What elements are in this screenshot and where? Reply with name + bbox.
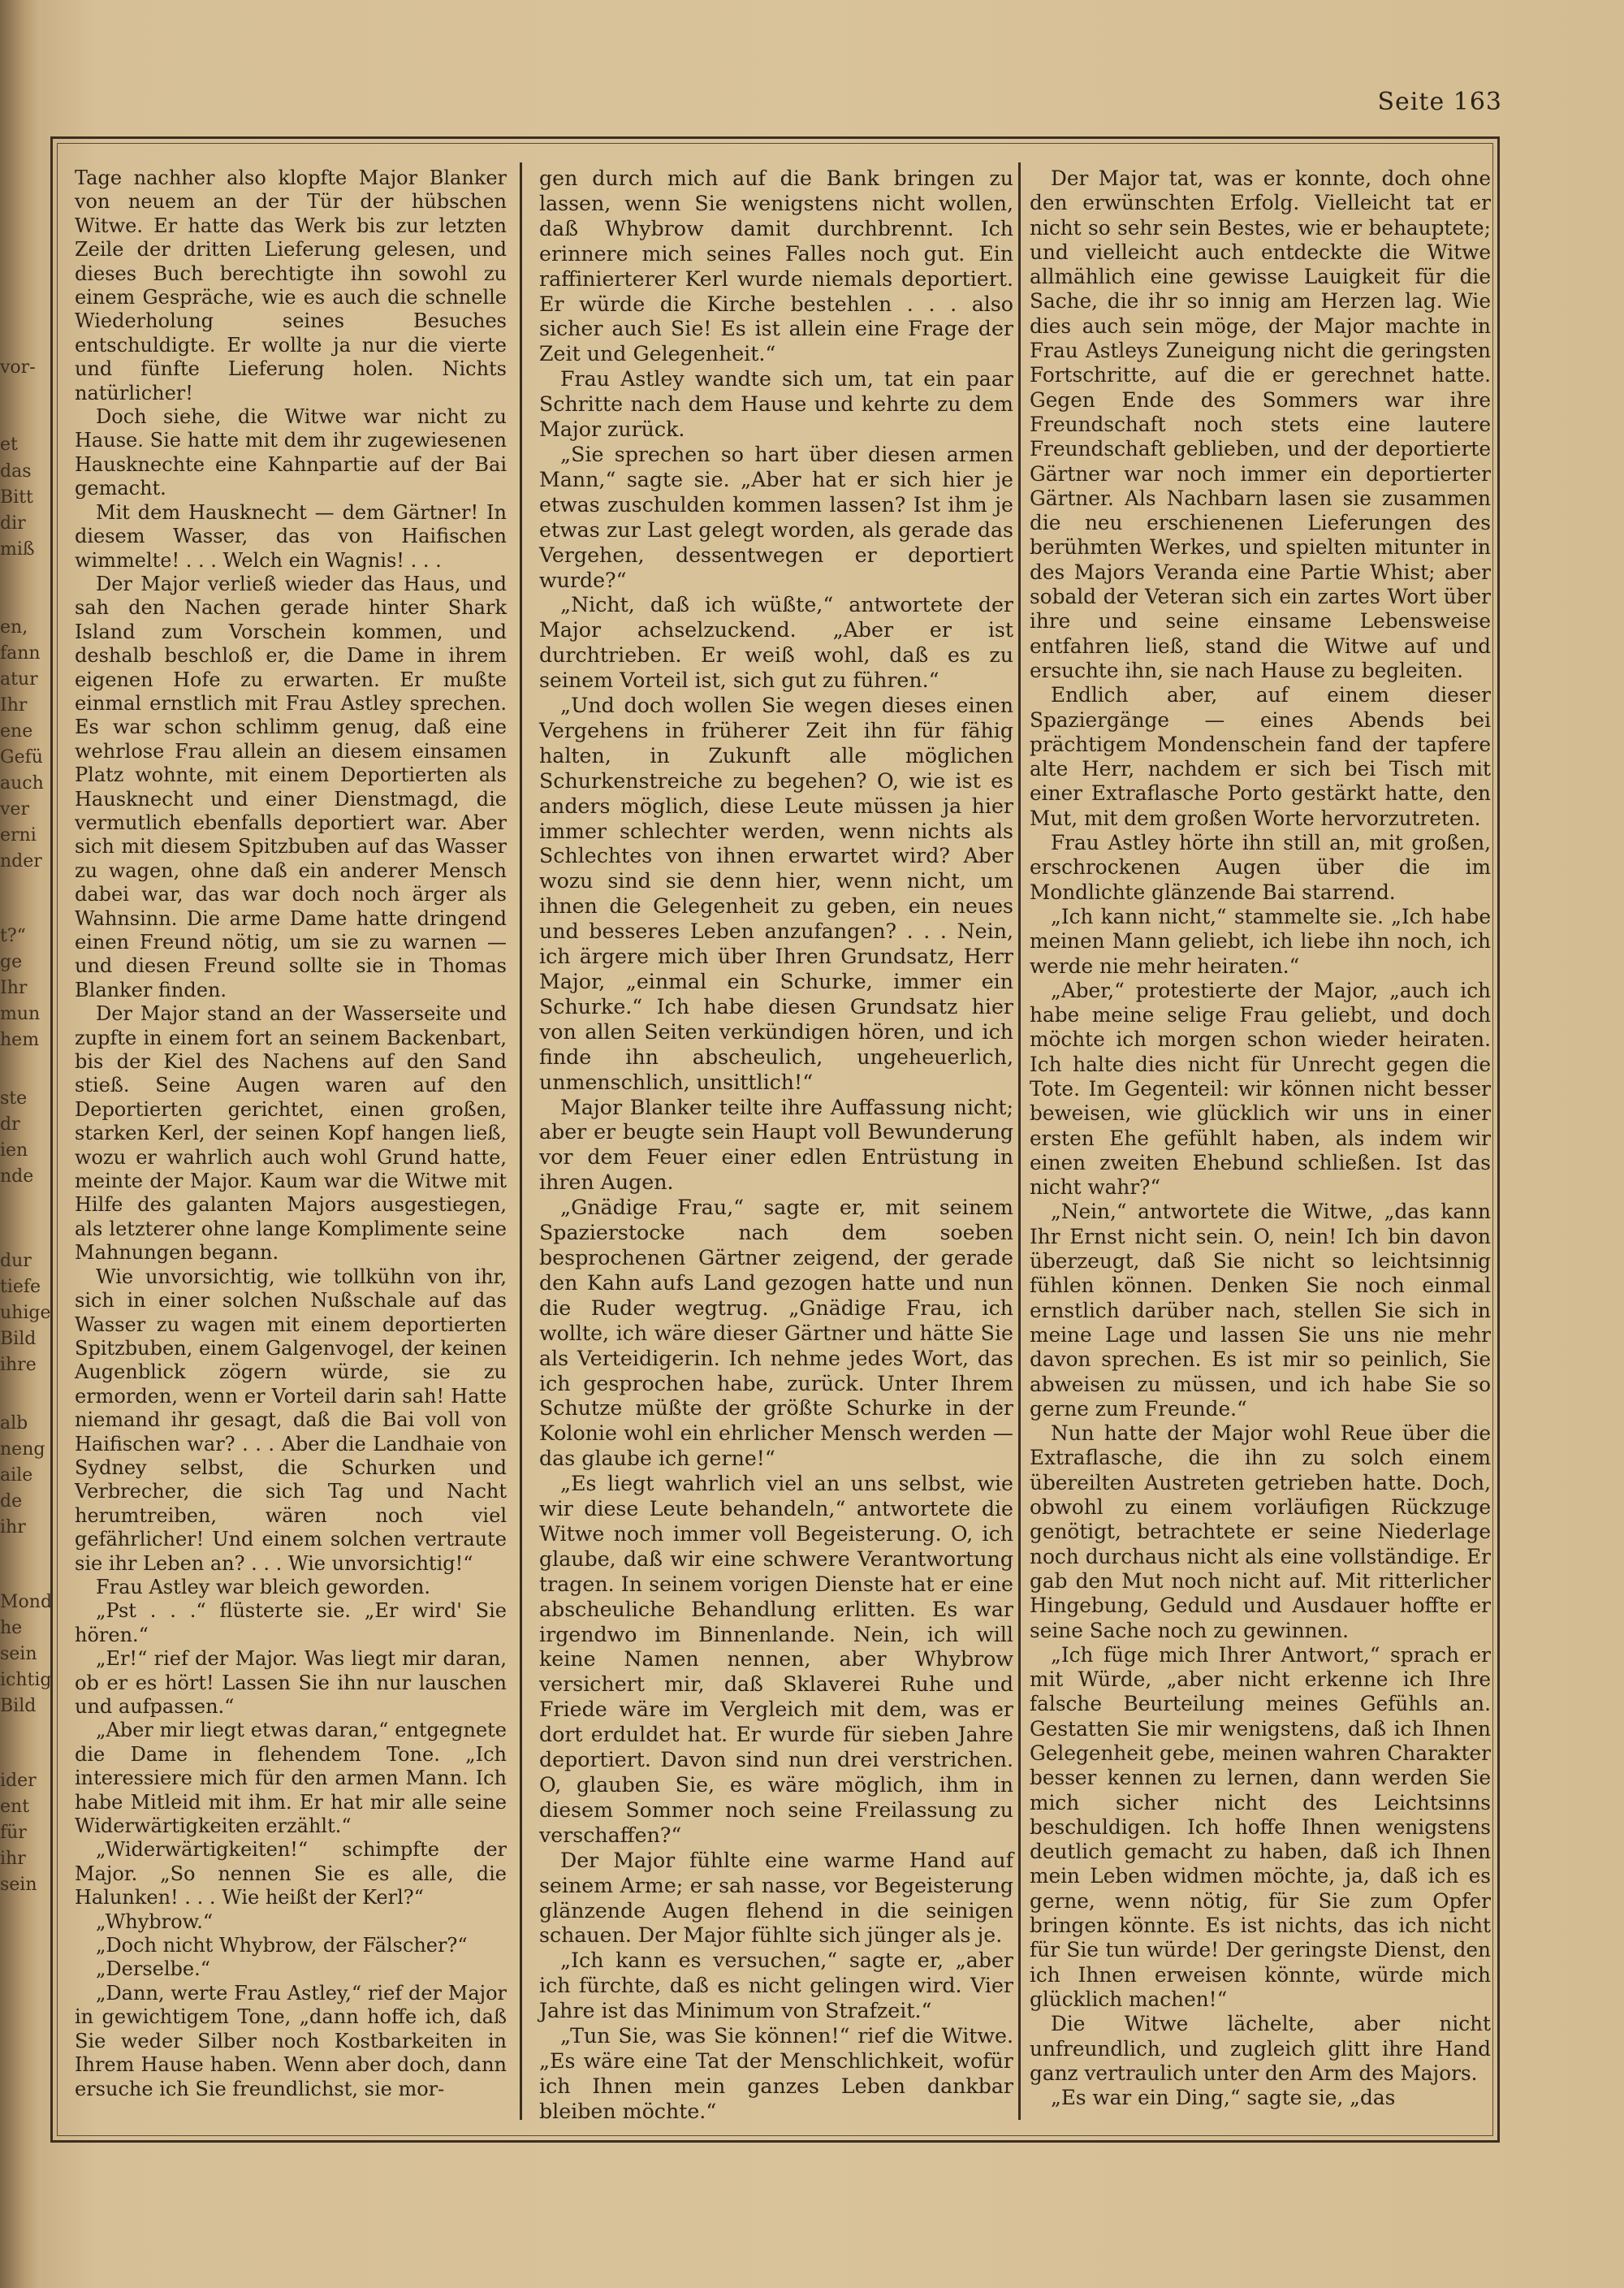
gutter-fragment: t?“ bbox=[0, 926, 26, 946]
paragraph: „Aber,“ protestierte der Major, „auch ich habe meine selige Frau geliebt, und doch möchte ich morgen schon wieder heiraten. Ich halte dies nicht für Unrecht gegen die Tote. Im Gegenteil: wir können nicht besser beweisen, wie glücklich wir uns in einer ersten Ehe gefühlt haben, als indem wir einen zweiten Ehebund schließen. Ist das nicht wahr?“ bbox=[1030, 978, 1491, 1200]
gutter-fragment: hem bbox=[0, 1030, 40, 1050]
gutter-fragment: neng bbox=[0, 1439, 45, 1460]
paragraph: Wie unvorsichtig, wie tollkühn von ihr, sich in einer solchen Nußschale auf das Wasser zu wagen mit einem deportierten Spitzbuben, einem Galgenvogel, der keinen Augenblick zögern würde, sie zu ermorden, wenn er Vorteil darin sah! Hatte niemand ihr gesagt, daß die Bai voll von Haifischen war? . . . Aber die Landhaie von Sydney selbst, die Schurken und Verbrecher, die sich Tag und Nacht herumtreiben, wären noch viel gefährlicher! Und einem solchen vertraute sie ihr Leben an? . . . Wie unvorsichtig!“ bbox=[75, 1265, 507, 1575]
adjacent-page-edge bbox=[0, 0, 53, 2288]
gutter-fragment: dir bbox=[0, 513, 26, 534]
gutter-fragment: erni bbox=[0, 825, 37, 846]
paragraph: „Whybrow.“ bbox=[96, 1910, 214, 1933]
paragraph: Der Major tat, was er konnte, doch ohne den erwünschten Erfolg. Vielleicht tat er nicht so sehr sein Bestes, wie er behauptete; und vielleicht auch entdeckte die Witwe allmählich eine gewisse Lauigkeit für die Sache, die ihr so innig am Herzen lag. Wie dies auch sein möge, der Major machte in Frau Astleys Zuneigung nicht die geringsten Fortschritte, auf die er gerechnet hatte. Gegen Ende des Sommers war ihre Freundschaft noch stets eine lautere Freundschaft geblieben, und der deportierte Gärtner war noch immer ein deportierter Gärtner. Als Nachbarn lasen sie zusammen die neu erschienenen Lieferungen des berühmten Werkes, und spielten mitunter in des Majors Veranda eine Partie Whist; aber sobald der Veteran sich ein zartes Wort über ihre und seine einsame Lebensweise entfahren ließ, stand die Witwe auf und ersuchte ihn, sie nach Hause zu begleiten. bbox=[1030, 167, 1491, 682]
gutter-fragment: tiefe bbox=[0, 1277, 41, 1297]
paragraph: Der Major verließ wieder das Haus, und sah den Nachen gerade hinter Shark Island zum Vorschein kommen, und deshalb beschloß er, die Dame in ihrem eigenen Hofe zu erwarten. Er mußte einmal ernstlich mit Frau Astley sprechen. Es war schon schlimm genug, daß eine wehrlose Frau allein an diesem einsamen Platz wohnte, mit einem Deportierten als Hausknecht und einer Dienstmagd, die vermutlich ebenfalls deportiert war. Aber sich mit diesem Spitzbuben auf das Wasser zu wagen, ohne daß ein anderer Mensch dabei war, das war doch noch ärger als Wahnsinn. Die arme Dame hatte dringend einen Freund nötig, um sie zu warnen — und diesen Freund sollte sie in Thomas Blanker finden. bbox=[75, 572, 507, 1001]
text-column-3 bbox=[1030, 167, 1491, 2110]
gutter-fragment: Bitt bbox=[0, 487, 33, 508]
column-divider bbox=[1018, 162, 1021, 2120]
gutter-fragment: Bild bbox=[0, 1696, 37, 1716]
gutter-fragment: dur bbox=[0, 1251, 32, 1271]
gutter-fragment: das bbox=[0, 461, 32, 482]
gutter-fragment: mun bbox=[0, 1004, 41, 1024]
paragraph: Frau Astley war bleich geworden. bbox=[96, 1575, 430, 1598]
paragraph: „Es war ein Ding,“ sagte sie, „das bbox=[1051, 2086, 1396, 2110]
gutter-fragment: fann bbox=[0, 643, 41, 664]
text-column-2 bbox=[539, 167, 1013, 2125]
paragraph: „Gnädige Frau,“ sagte er, mit seinem Spazierstocke nach dem soeben besprochenen Gärtner zeigend, der gerade den Kahn aufs Land gezogen hatte und nun die Ruder wegtrug. „Gnädige Frau, ich wollte, ich wäre dieser Gärtner und hätte Sie als Verteidigerin. Ich nehme jedes Wort, das ich gesprochen habe, zurück. Unter Ihrem Schutze müßte der größte Schurke in der Kolonie wohl ein ehrlicher Mensch werden — das glaube ich gerne!“ bbox=[539, 1196, 1013, 1471]
page-number: Seite 163 bbox=[1377, 88, 1502, 116]
paragraph: Frau Astley wandte sich um, tat ein paar Schritte nach dem Hause und kehrte zu dem Major zurück. bbox=[539, 367, 1013, 442]
gutter-fragment: Gefü bbox=[0, 747, 43, 768]
gutter-fragment: ien bbox=[0, 1140, 28, 1161]
gutter-fragment: nder bbox=[0, 851, 42, 872]
paragraph: „Derselbe.“ bbox=[96, 1957, 211, 1981]
gutter-fragment: ge bbox=[0, 952, 23, 972]
gutter-fragment: he bbox=[0, 1618, 23, 1638]
paragraph: Die Witwe lächelte, aber nicht unfreundlich, und zugleich glitt ihre Hand ganz vertraulich unter den Arm des Majors. bbox=[1030, 2012, 1491, 2085]
gutter-fragment: ste bbox=[0, 1088, 28, 1109]
paragraph: „Und doch wollen Sie wegen dieses einen Vergehens in früherer Zeit ihn für fähig halten, in Zukunft alle möglichen Schurkenstreiche zu begehen? O, wie ist es anders möglich, diese Leute müssen ja hier immer schlechter werden, wenn nichts als Schlechtes von ihnen erwartet wird? Aber wozu sind sie denn hier, wenn nicht, um ihnen die Gelegenheit zu geben, ein neues und besseres Leben anzufangen? . . . Nein, ich ärgere mich über Ihren Grundsatz, Herr Major, „einmal ein Schurke, immer ein Schurke.“ Ich habe diesen Grundsatz hier von allen Seiten verkündigen hören, und ich finde ihn abscheulich, ungeheuerlich, unmenschlich, unsittlich!“ bbox=[539, 694, 1013, 1094]
paragraph: Der Major stand an der Wasserseite und zupfte in einem fort an seinem Backenbart, bis der Kiel des Nachens auf den Sand stieß. Seine Augen waren auf den Deportierten gerichtet, einen großen, starken Kerl, der seinen Kopf hangen ließ, wozu er wahrlich auch wohl Grund hatte, meinte der Major. Kaum war die Witwe mit Hilfe des galanten Majors ausgestiegen, als letzterer ohne lange Komplimente seine Mahnungen begann. bbox=[75, 1002, 507, 1265]
gutter-fragment: uhige bbox=[0, 1303, 51, 1323]
paragraph: Doch siehe, die Witwe war nicht zu Hause. Sie hatte mit dem ihr zugewiesenen Hausknechte eine Kahnpartie auf der Bai gemacht. bbox=[75, 405, 507, 500]
paragraph: „Nein,“ antwortete die Witwe, „das kann Ihr Ernst nicht sein. O, nein! Ich bin davon überzeugt, daß Sie nicht so leichtsinnig fühlen können. Denken Sie noch einmal ernstlich darüber nach, stellen Sie sich in meine Lage und lassen Sie uns nie mehr davon sprechen. Es ist mir so peinlich, Sie abweisen zu müssen, und ich habe Sie so gerne zum Freunde.“ bbox=[1030, 1200, 1491, 1421]
paragraph: Mit dem Hausknecht — dem Gärtner! In diesem Wasser, das von Haifischen wimmelte! . . . Welch ein Wagnis! . . . bbox=[75, 500, 507, 572]
paragraph: „Es liegt wahrlich viel an uns selbst, wie wir diese Leute behandeln,“ antwortete die Witwe noch immer voll Begeisterung. O, ich glaube, daß wir eine schwere Verantwortung tragen. In seinem vorigen Dienste hat er eine abscheuliche Behandlung erlitten. Es war irgendwo im Binnenlande. Nein, ich will keine Namen nennen, aber Whybrow versichert mir, daß Sklaverei Ruhe und Friede wäre im Vergleich mit dem, was er dort erduldet hat. Er wurde für sieben Jahre deportiert. Davon sind nun drei verstrichen. O, glauben Sie, es wäre möglich, ihm in diesem Sommer noch seine Freilassung zu verschaffen?“ bbox=[539, 1472, 1013, 1847]
paragraph: Tage nachher also klopfte Major Blanker von neuem an der Tür der hübschen Witwe. Er hatte das Werk bis zur letzten Zeile der dritten Lieferung gelesen, und dieses Buch berechtigte ihn sowohl zu einem Gespräche, wie es auch die schnelle Wiederholung seines Besuches entschuldigte. Er wollte ja nur die vierte und fünfte Lieferung holen. Nichts natürlicher! bbox=[75, 167, 507, 404]
paragraph: Frau Astley hörte ihn still an, mit großen, erschrockenen Augen über die im Mondlichte glänzende Bai starrend. bbox=[1030, 831, 1491, 904]
column-divider bbox=[520, 162, 522, 2120]
paragraph: „Sie sprechen so hart über diesen armen Mann,“ sagte sie. „Aber hat er sich hier je etwas zuschulden kommen lassen? Ist ihm je etwas zur Last gelegt worden, als gerade das Vergehen, dessentwegen er deportiert wurde?“ bbox=[539, 442, 1013, 592]
gutter-fragment: ene bbox=[0, 721, 33, 742]
text-column-1 bbox=[75, 167, 507, 2101]
gutter-fragment: ent bbox=[0, 1797, 30, 1817]
paragraph: „Ich füge mich Ihrer Antwort,“ sprach er mit Würde, „aber nicht erkenne ich Ihre falsche Beurteilung meines Gefühls an. Gestatten Sie mir wenigstens, daß ich Ihnen Gelegenheit gebe, meinen wahren Charakter besser kennen zu lernen, dann werden Sie mich sicher nicht des Leichtsinns beschuldigen. Ich hoffe Ihnen wenigstens deutlich gemacht zu haben, daß ich Ihnen mein Leben widmen möchte, ja, daß ich es gerne, wenn nötig, für Sie zum Opfer bringen könnte. Es ist nichts, das ich nicht für Sie tun würde! Der geringste Dienst, den ich Ihnen erweisen könnte, würde mich glücklich machen!“ bbox=[1030, 1642, 1491, 2011]
gutter-fragment: dr bbox=[0, 1114, 20, 1135]
gutter-fragment: ihr bbox=[0, 1517, 26, 1538]
paragraph: Major Blanker teilte ihre Auffassung nicht; aber er beugte sein Haupt voll Bewunderung vor dem Feuer einer edlen Entrüstung in ihren Augen. bbox=[539, 1095, 1013, 1195]
gutter-fragment: Ihr bbox=[0, 695, 28, 716]
paragraph: „Ich kann nicht,“ stammelte sie. „Ich habe meinen Mann geliebt, ich liebe ihn noch, ich werde nie mehr heiraten.“ bbox=[1030, 904, 1491, 978]
paragraph: „Er!“ rief der Major. Was liegt mir daran, ob er es hört! Lassen Sie ihn nur lauschen und aufpassen.“ bbox=[75, 1647, 507, 1718]
paragraph: „Pst . . .“ flüsterte sie. „Er wird' Sie hören.“ bbox=[75, 1599, 507, 1646]
paragraph: „Nicht, daß ich wüßte,“ antwortete der Major achselzuckend. „Aber er ist durchtrieben. Er weiß wohl, daß es zu seinem Vorteil ist, sich gut zu führen.“ bbox=[539, 593, 1013, 693]
paragraph: Der Major fühlte eine warme Hand auf seinem Arme; er sah nasse, vor Begeisterung glänzende Augen flehend in die seinigen schauen. Der Major fühlte sich jünger als je. bbox=[539, 1848, 1013, 1948]
gutter-fragment: ihre bbox=[0, 1355, 37, 1375]
paragraph: „Dann, werte Frau Astley,“ rief der Major in gewichtigem Tone, „dann hoffe ich, daß Sie weder Silber noch Kostbarkeiten in Ihrem Hause haben. Wenn aber doch, dann ersuche ich Sie freundlichst, sie mor- bbox=[75, 1981, 507, 2100]
gutter-fragment: auch bbox=[0, 773, 44, 794]
gutter-fragment: Mond bbox=[0, 1592, 53, 1612]
gutter-fragment: Ihr bbox=[0, 978, 28, 998]
gutter-fragment: atur bbox=[0, 669, 38, 690]
gutter-fragment: de bbox=[0, 1491, 23, 1512]
paragraph: „Tun Sie, was Sie können!“ rief die Witwe. „Es wäre eine Tat der Menschlichkeit, wofür ich Ihnen mein ganzes Leben dankbar bleiben möchte.“ bbox=[539, 2024, 1013, 2123]
gutter-fragment: vor- bbox=[0, 357, 36, 378]
paragraph: Endlich aber, auf einem dieser Spaziergänge — eines Abends bei prächtigem Mondenschein fand der tapfere alte Herr, nachdem er sich bei Tisch mit einer Extraflasche Porto gestärkt hatte, den Mut, mit dem großen Worte hervorzutreten. bbox=[1030, 683, 1491, 830]
gutter-fragment: Bild bbox=[0, 1329, 37, 1349]
gutter-fragment: sein bbox=[0, 1644, 37, 1664]
gutter-fragment: ichtig bbox=[0, 1670, 52, 1690]
gutter-fragment: en, bbox=[0, 617, 28, 638]
paragraph: „Aber mir liegt etwas daran,“ entgegnete die Dame in flehendem Tone. „Ich interessiere mich für den armen Mann. Ich habe Mitleid mit ihm. Er hat mir alle seine Widerwärtigkeiten erzählt.“ bbox=[75, 1719, 507, 1838]
paragraph: Nun hatte der Major wohl Reue über die Extraflasche, die ihn zu solch einem übereilten Austreten getrieben hatte. Doch, obwohl zu einem vorläufigen Rückzuge genötigt, betrachtete er seine Niederlage noch durchaus nicht als eine vollständige. Er gab den Mut noch nicht auf. Mit ritterlicher Hingebung, Geduld und Ausdauer hoffte er seine Sache noch zu gewinnen. bbox=[1030, 1421, 1491, 1642]
paragraph: „Widerwärtigkeiten!“ schimpfte der Major. „So nennen Sie es alle, die Halunken! . . . Wie heißt der Kerl?“ bbox=[75, 1838, 507, 1910]
gutter-fragment: miß bbox=[0, 539, 35, 560]
paragraph: gen durch mich auf die Bank bringen zu lassen, wenn Sie wenigstens nicht wollen, daß Whybrow damit durchbrennt. Ich erinnere mich seines Falles noch gut. Ein raffinierterer Kerl wurde niemals deportiert. Er würde die Kirche bestehlen . . . also sicher auch Sie! Es ist allein eine Frage der Zeit und Gelegenheit.“ bbox=[539, 167, 1013, 366]
gutter-fragment: ver bbox=[0, 799, 29, 820]
paragraph: „Ich kann es versuchen,“ sagte er, „aber ich fürchte, daß es nicht gelingen wird. Vier Jahre ist das Minimum von Strafzeit.“ bbox=[539, 1948, 1013, 2023]
gutter-fragment: nde bbox=[0, 1166, 34, 1187]
paragraph: „Doch nicht Whybrow, der Fälscher?“ bbox=[96, 1934, 468, 1957]
gutter-fragment: ihr bbox=[0, 1849, 26, 1869]
gutter-fragment: sein bbox=[0, 1875, 37, 1895]
gutter-fragment: aile bbox=[0, 1465, 33, 1486]
gutter-fragment: ider bbox=[0, 1771, 37, 1791]
gutter-fragment: et bbox=[0, 435, 18, 455]
gutter-fragment: alb bbox=[0, 1413, 28, 1434]
gutter-fragment: für bbox=[0, 1823, 27, 1843]
